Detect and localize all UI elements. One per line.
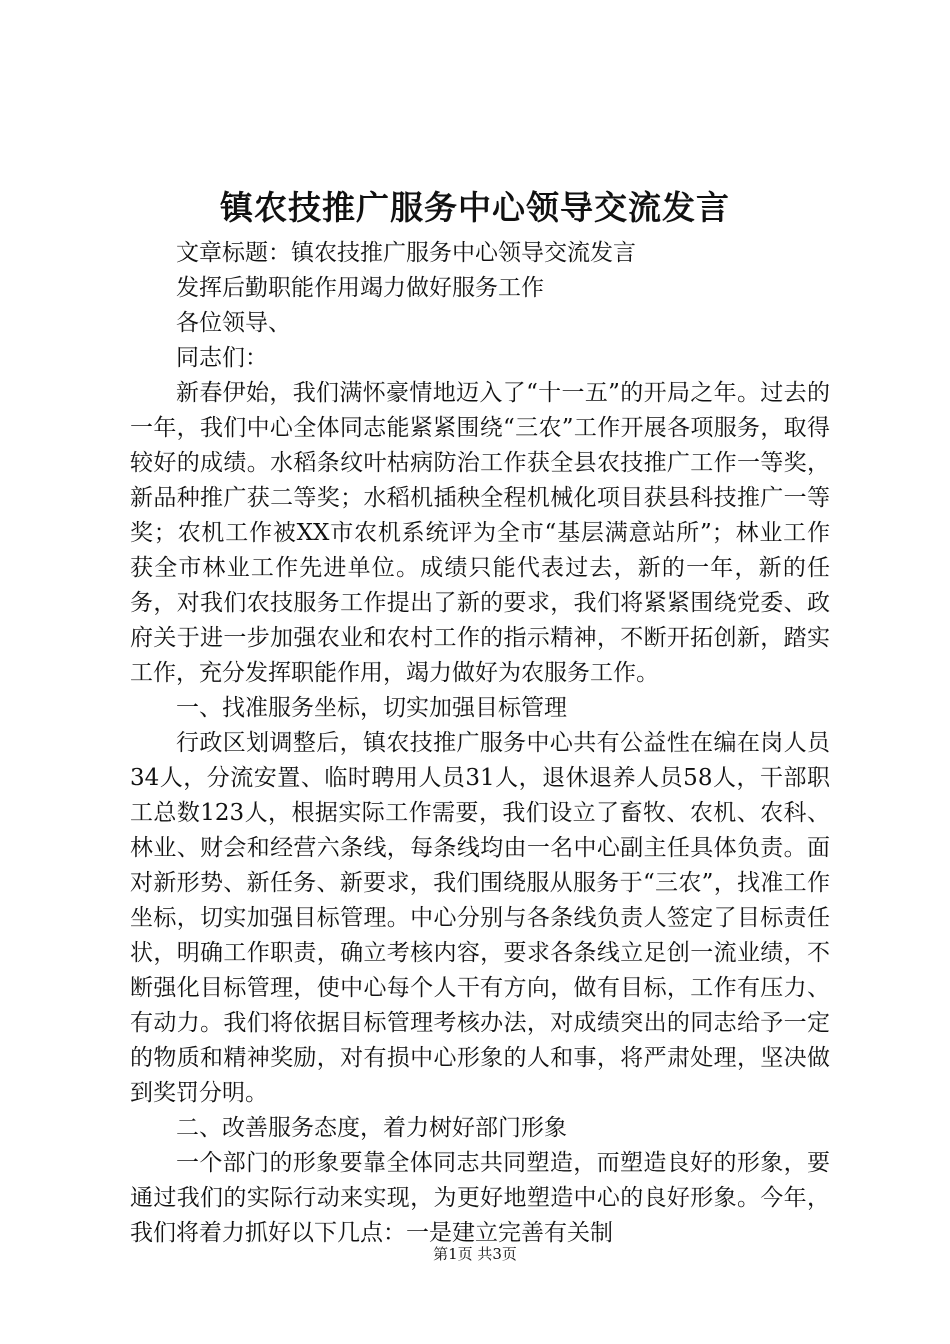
body-paragraph: 行政区划调整后，镇农技推广服务中心共有公益性在编在岗人员34人，分流安置、临时聘用人员31人，退休退养人员58人，干部职工总数123人，根据实际工作需要，我们设立了畜牧、农机、农科、林业、财会和经营六条线，每条线均由一名中心副主任具体负责。面对新形势、新任务、新要求，我们围绕服从服务于“三农”，找准工作坐标，切实加强目标管理。中心分别与各条线负责人签定了目标责任状，明确工作职责，确立考核内容，要求各条线立足创一流业绩，不断强化目标管理，使中心每个人干有方向，做有目标，工作有压力、有动力。我们将依据目标管理考核办法，对成绩突出的同志给予一定的物质和精神奖励，对有损中心形象的人和事，将严肃处理，坚决做到奖罚分明。: [130, 730, 830, 1106]
salutation-comrades: 同志们：: [176, 345, 268, 371]
subtitle-line: 发挥后勤职能作用竭力做好服务工作: [176, 275, 544, 301]
page-footer: 第1页 共3页: [433, 1245, 517, 1263]
section-heading: 一、找准服务坐标，切实加强目标管理: [176, 695, 567, 721]
article-title-line: 文章标题：镇农技推广服务中心领导交流发言: [176, 240, 636, 266]
document-title: 镇农技推广服务中心领导交流发言: [220, 188, 730, 227]
section-heading: 二、改善服务态度，着力树好部门形象: [176, 1115, 567, 1141]
document-body: [130, 236, 830, 1251]
body-paragraph: 新春伊始，我们满怀豪情地迈入了“十一五”的开局之年。过去的一年，我们中心全体同志能紧紧围绕“三农”工作开展各项服务，取得较好的成绩。水稻条纹叶枯病防治工作获全县农技推广工作一等奖，新品种推广获二等奖；水稻机插秧全程机械化项目获县科技推广一等奖；农机工作被XX市农机系统评为全市“基层满意站所”；林业工作获全市林业工作先进单位。成绩只能代表过去，新的一年，新的任务，对我们农技服务工作提出了新的要求，我们将紧紧围绕党委、政府关于进一步加强农业和农村工作的指示精神，不断开拓创新，踏实工作，充分发挥职能作用，竭力做好为农服务工作。: [130, 380, 830, 686]
salutation-leaders: 各位领导、: [176, 310, 291, 336]
body-paragraph: 一个部门的形象要靠全体同志共同塑造，而塑造良好的形象，要通过我们的实际行动来实现，为更好地塑造中心的良好形象。今年，我们将着力抓好以下几点：一是建立完善有关制: [130, 1150, 830, 1246]
